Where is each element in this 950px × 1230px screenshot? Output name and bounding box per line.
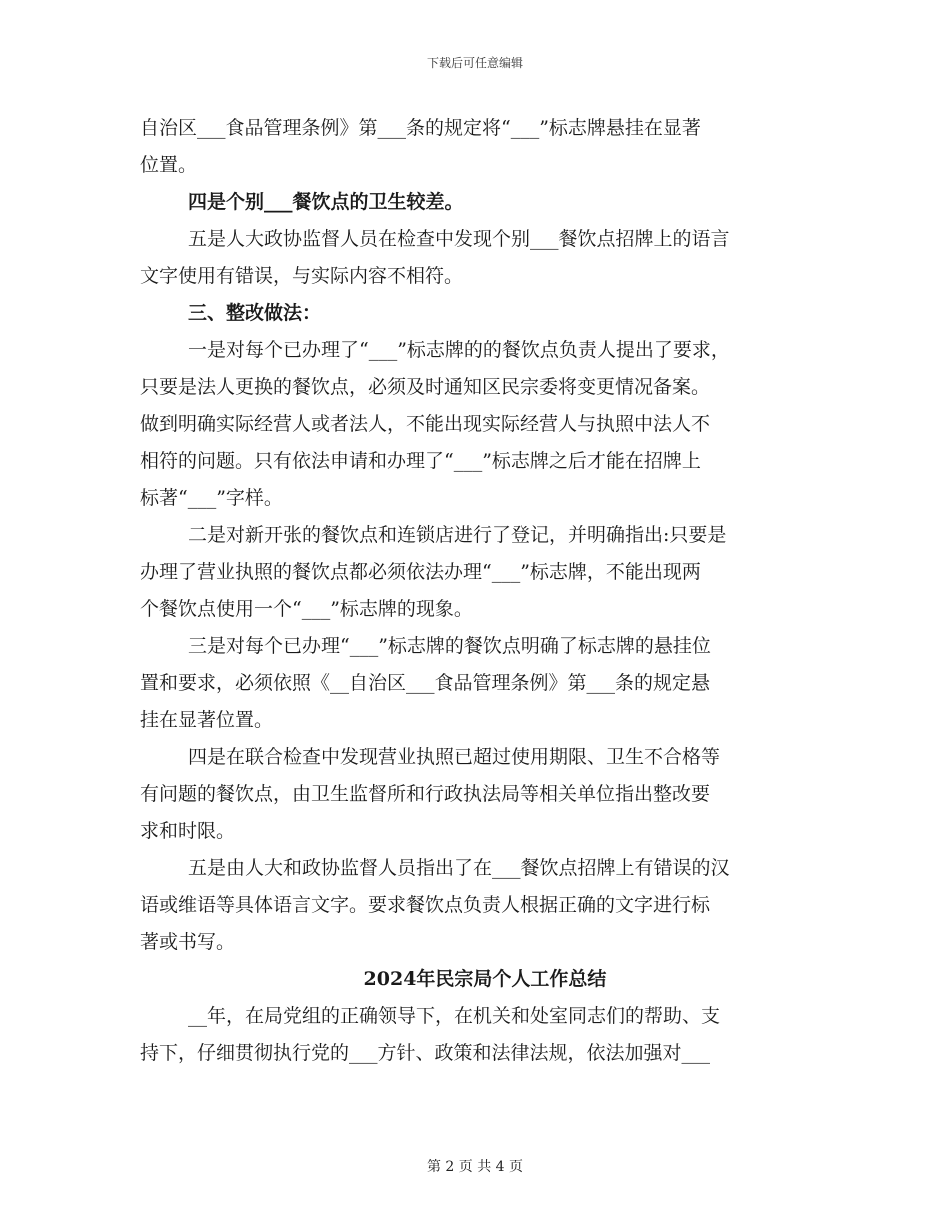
text-line: 文字使用有错误，与实际内容不相符。 (140, 265, 464, 287)
text-line: 五是人大政协监督人员在检查中发现个别___餐饮点招牌上的语言 (188, 228, 730, 250)
document-body (140, 110, 810, 1072)
text-line: 著或书写。 (140, 931, 236, 953)
text-line: 标著“___”字样。 (140, 487, 283, 509)
page-footer: 第 2 页 共 4 页 (426, 1159, 524, 1175)
text-line: 相符的问题。只有依法申请和办理了“___”标志牌之后才能在招牌上 (140, 450, 701, 472)
text-line: 持下，仔细贯彻执行党的___方针、政策和法律法规，依法加强对___ (140, 1042, 711, 1064)
text-line: 三、整改做法： (188, 302, 322, 324)
text-line: 二是对新开张的餐饮点和连锁店进行了登记，并明确指出:只要是 (188, 524, 727, 546)
page-header: 下载后可任意编辑 (426, 56, 523, 70)
section-text (140, 110, 810, 961)
text-line: 只要是法人更换的餐饮点，必须及时通知区民宗委将变更情况备案。 (140, 376, 711, 398)
text-line: 位置。 (140, 154, 198, 176)
text-line: 三是对每个已办理“___”标志牌的餐饮点明确了标志牌的悬挂位 (188, 635, 711, 657)
text-line: 自治区___食品管理条例》第___条的规定将“___”标志牌悬挂在显著 (140, 117, 701, 139)
text-line: 个餐饮点使用一个“___”标志牌的现象。 (140, 598, 473, 620)
text-line: 四是在联合检查中发现营业执照已超过使用期限、卫生不合格等 (188, 746, 721, 768)
text-line: 求和时限。 (140, 820, 236, 842)
section-text-2 (140, 998, 810, 1072)
text-line: 办理了营业执照的餐饮点都必须依法办理“___”标志牌，不能出现两 (140, 561, 701, 583)
text-line: 做到明确实际经营人或者法人，不能出现实际经营人与执照中法人不 (140, 413, 711, 435)
text-line: 四是个别___餐饮点的卫生较差。 (188, 191, 464, 213)
text-line: 挂在显著位置。 (140, 709, 274, 731)
text-line: 一是对每个已办理了“___”标志牌的的餐饮点负责人提出了要求， (188, 339, 730, 361)
text-line: 有问题的餐饮点，由卫生监督所和行政执法局等相关单位指出整改要 (140, 783, 711, 805)
text-line: 置和要求，必须依照《__自治区___食品管理条例》第___条的规定悬 (140, 672, 711, 694)
text-line: 五是由人大和政协监督人员指出了在___餐饮点招牌上有错误的汉 (188, 857, 730, 879)
text-line: __年，在局党组的正确领导下，在机关和处室同志们的帮助、支 (188, 1005, 721, 1027)
section-title: 2024年民宗局个人工作总结 (363, 968, 607, 990)
text-line: 语或维语等具体语言文字。要求餐饮点负责人根据正确的文字进行标 (140, 894, 711, 916)
